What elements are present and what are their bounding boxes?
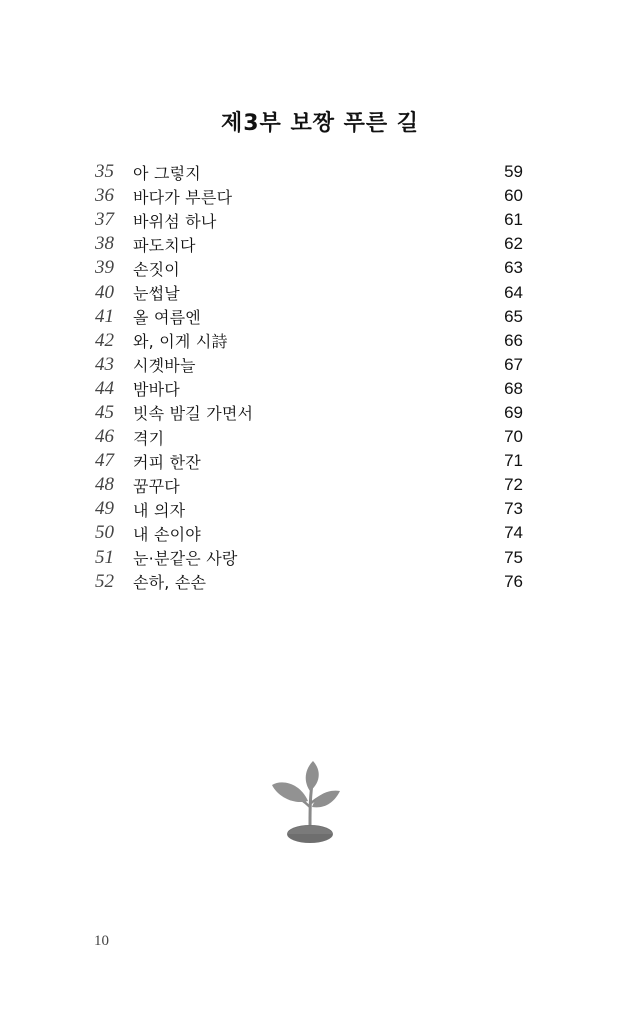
toc-entry-page: 70 [504,427,523,447]
toc-entry-title: 격기 [133,428,165,448]
toc-entry[interactable] [95,497,523,521]
toc-entry-number: 36 [95,185,114,207]
toc-entry[interactable] [95,329,523,353]
toc-entry-page: 74 [504,523,523,543]
toc-entry[interactable] [95,401,523,425]
table-of-contents [95,160,523,594]
toc-entry[interactable] [95,160,523,184]
toc-entry-number: 49 [95,498,114,520]
toc-entry-page: 76 [504,571,523,591]
toc-entry-page: 66 [504,330,523,350]
toc-entry-number: 50 [95,522,114,544]
toc-entry[interactable] [95,377,523,401]
toc-entry[interactable] [95,184,523,208]
toc-entry[interactable] [95,425,523,449]
toc-entry-page: 65 [504,306,523,326]
page-number: 10 [94,933,109,949]
toc-entry-number: 39 [95,257,114,279]
toc-entry-number: 51 [95,546,114,568]
toc-entry[interactable] [95,305,523,329]
toc-entry-page: 69 [504,402,523,422]
toc-entry-title: 바다가 부른다 [133,187,233,207]
toc-entry-title: 시곗바늘 [133,356,196,376]
toc-entry[interactable] [95,353,523,377]
toc-entry[interactable] [95,449,523,473]
toc-entry-number: 40 [95,281,114,303]
toc-entry-page: 75 [504,547,523,567]
toc-entry-title: 파도치다 [133,235,196,255]
toc-entry-number: 37 [95,209,114,231]
toc-entry-page: 60 [504,186,523,206]
toc-entry-title: 커피 한잔 [133,452,201,472]
toc-entry-title: 눈썹날 [133,284,180,304]
toc-entry[interactable] [95,256,523,280]
toc-entry[interactable] [95,521,523,545]
toc-entry-page: 67 [504,354,523,374]
toc-entry-title: 내 손이야 [133,524,201,544]
toc-entry[interactable] [95,280,523,304]
toc-entry-page: 72 [504,475,523,495]
toc-entry-title: 꿈꾸다 [133,476,180,496]
toc-entry-number: 42 [95,329,114,351]
toc-entry[interactable] [95,232,523,256]
toc-entry-page: 63 [504,258,523,278]
toc-entry-number: 43 [95,353,114,375]
toc-entry-page: 61 [504,210,523,230]
sprout-icon [270,755,350,845]
toc-entry-page: 64 [504,282,523,302]
toc-entry-title: 밤바다 [133,380,180,400]
toc-entry[interactable] [95,208,523,232]
toc-entry-title: 내 의자 [133,500,186,520]
toc-entry-page: 71 [504,451,523,471]
section-title: 제3부 보짱 푸른 길 [220,111,420,136]
toc-entry-number: 45 [95,401,114,423]
toc-entry-number: 35 [95,161,114,183]
toc-entry-number: 52 [95,570,114,592]
toc-entry-title: 손하, 손손 [133,573,207,593]
toc-entry-number: 46 [95,426,114,448]
toc-entry-title: 와, 이게 시詩 [133,332,228,352]
toc-entry-title: 바위섬 하나 [133,211,217,231]
toc-entry-title: 눈·분같은 사랑 [133,549,238,569]
toc-entry-page: 59 [504,162,523,182]
toc-entry-number: 38 [95,233,114,255]
toc-entry[interactable] [95,473,523,497]
toc-entry-page: 73 [504,499,523,519]
toc-entry-page: 68 [504,378,523,398]
toc-entry-title: 아 그렇지 [133,163,201,183]
toc-entry-number: 44 [95,377,114,399]
toc-entry-number: 47 [95,450,114,472]
toc-entry-title: 빗속 밤길 가면서 [133,404,254,424]
toc-entry[interactable] [95,570,523,594]
toc-entry[interactable] [95,546,523,570]
toc-entry-page: 62 [504,234,523,254]
toc-entry-number: 41 [95,305,114,327]
toc-entry-title: 손짓이 [133,259,180,279]
toc-entry-title: 올 여름엔 [133,308,201,328]
toc-entry-number: 48 [95,474,114,496]
